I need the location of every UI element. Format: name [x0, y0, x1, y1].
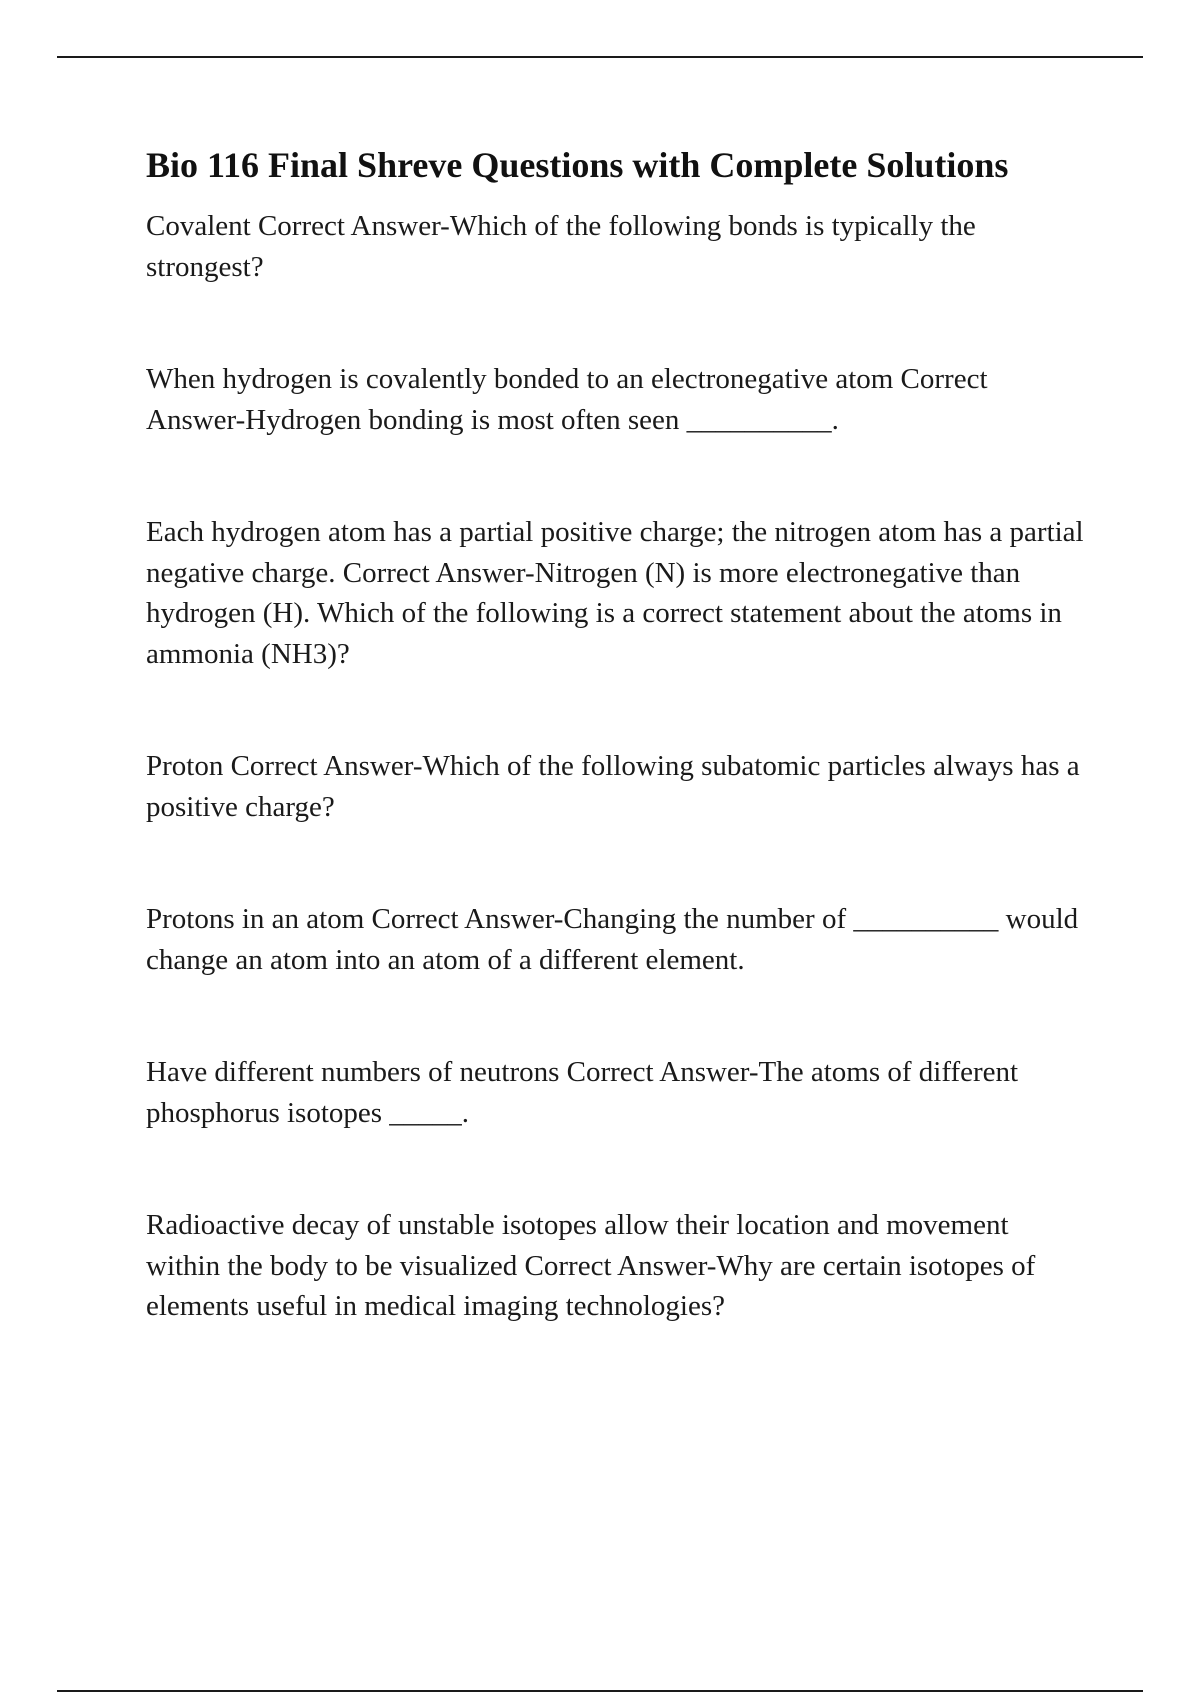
qa-item: Covalent Correct Answer-Which of the following bonds is typically the strongest? [146, 210, 976, 283]
qa-item: Have different numbers of neutrons Correct Answer-The atoms of different phosphorus isotopes _____. [146, 1056, 1019, 1129]
document-title: Bio 116 Final Shreve Questions with Complete Solutions [146, 145, 1009, 185]
qa-item: When hydrogen is covalently bonded to an electronegative atom Correct Answer-Hydrogen bonding is most often seen __________. [146, 363, 988, 436]
document-body [146, 140, 1086, 1399]
top-divider [57, 56, 1143, 58]
bottom-divider [57, 1690, 1143, 1692]
qa-item: Protons in an atom Correct Answer-Changing the number of __________ would change an atom into an atom of a different element. [146, 903, 1079, 976]
qa-item: Proton Correct Answer-Which of the following subatomic particles always has a positive charge? [146, 750, 1080, 823]
qa-list [146, 206, 1086, 1327]
qa-item: Radioactive decay of unstable isotopes allow their location and movement within the body to be visualized Correct Answer-Why are certain isotopes of elements useful in medical imaging technologies? [146, 1209, 1036, 1322]
qa-item: Each hydrogen atom has a partial positive charge; the nitrogen atom has a partial negative charge. Correct Answer-Nitrogen (N) is more electronegative than hydrogen (H). Which of the following is a correct statement about the atoms in ammonia (NH3)? [146, 516, 1084, 670]
